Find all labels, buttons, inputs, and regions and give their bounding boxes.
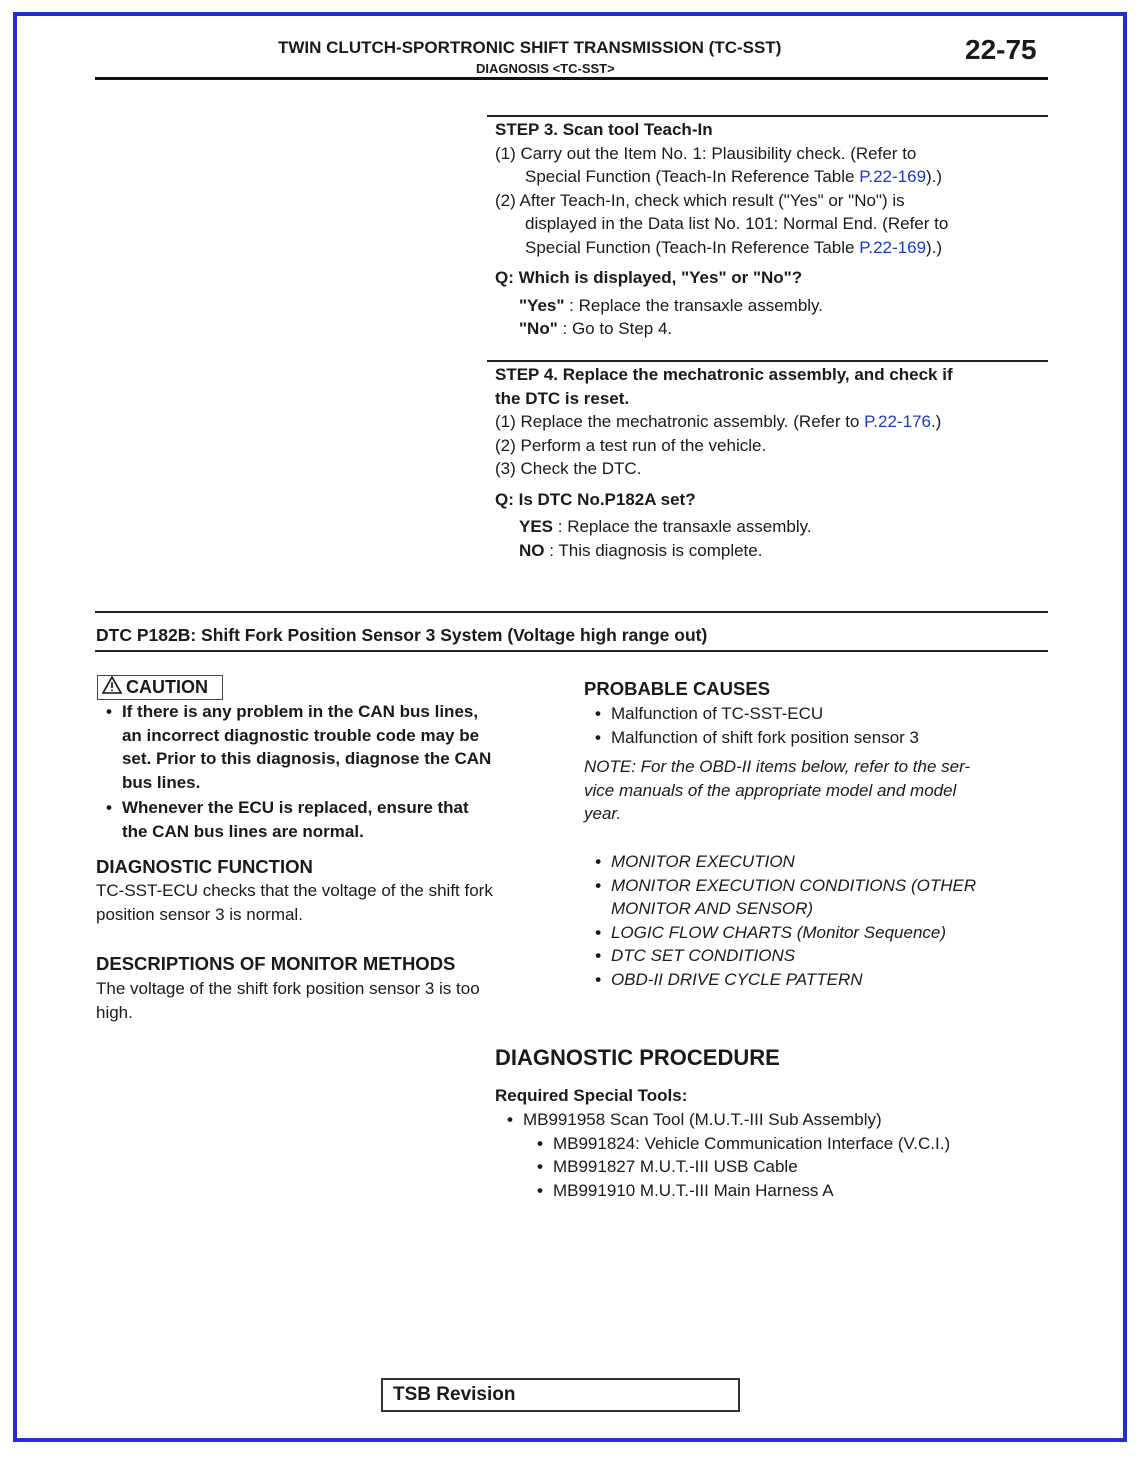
step4-title-line2: the DTC is reset. <box>495 388 630 408</box>
header-title: TWIN CLUTCH-SPORTRONIC SHIFT TRANSMISSION (TC-SST) <box>278 38 782 57</box>
step3-item2-link[interactable]: P.22-169 <box>859 237 927 257</box>
list-item: • Malfunction of TC-SST-ECU <box>595 704 824 723</box>
list-item: • MONITOR EXECUTION <box>595 852 795 871</box>
caution-bullets <box>106 700 491 843</box>
step4-item3: (3) Check the DTC. <box>495 459 642 478</box>
step4-answer-yes: YES : Replace the transaxle assembly. <box>519 517 812 536</box>
monitor-methods-heading: DESCRIPTIONS OF MONITOR METHODS <box>96 953 456 974</box>
monitor-methods-text: The voltage of the shift fork position sensor 3 is too high. <box>96 979 480 1022</box>
dtc-rule-bottom <box>95 650 1048 652</box>
step3-item2-line2: displayed in the Data list No. 101: Normal End. (Refer to <box>525 214 949 233</box>
tools-list <box>507 1108 950 1202</box>
caution-bullet: • If there is any problem in the CAN bus lines, an incorrect diagnostic trouble code may be set. Prior to this diagnosis, diagnose the CAN bus lines. <box>106 702 492 792</box>
step4-title-line1: STEP 4. Replace the mechatronic assembly, and check if <box>495 365 953 384</box>
header-subtitle: DIAGNOSIS <TC-SST> <box>476 61 615 76</box>
list-item: • DTC SET CONDITIONS <box>595 946 796 965</box>
page-number: 22-75 <box>965 34 1037 65</box>
dtc-rule-top <box>95 611 1048 613</box>
diagnostic-function-heading: DIAGNOSTIC FUNCTION <box>96 856 313 877</box>
list-item: • Malfunction of shift fork position sensor 3 <box>595 727 919 747</box>
obd-note: NOTE: For the OBD-II items below, refer to the ser- vice manuals of the appropriate model and model year. <box>584 757 971 823</box>
step3-item1-link[interactable]: P.22-169 <box>859 167 927 186</box>
warning-triangle-icon <box>102 676 122 700</box>
step3-item2-line1: (2) After Teach-In, check which result ("Yes" or "No") is <box>495 190 905 210</box>
step3-title: STEP 3. Scan tool Teach-In <box>495 120 713 139</box>
obd-items-list <box>595 850 976 991</box>
tools-heading: Required Special Tools: <box>495 1086 688 1105</box>
step4-answer-no: NO : This diagnosis is complete. <box>519 540 763 560</box>
dtc-title: DTC P182B: Shift Fork Position Sensor 3 System (Voltage high range out) <box>96 625 708 645</box>
list-item: • MB991910 M.U.T.-III Main Harness A <box>537 1180 834 1200</box>
diagnostic-function-text: TC-SST-ECU checks that the voltage of the shift fork position sensor 3 is normal. <box>96 881 493 924</box>
diagnostic-procedure-heading: DIAGNOSTIC PROCEDURE <box>495 1045 780 1070</box>
list-item: • MB991824: Vehicle Communication Interface (V.C.I.) <box>537 1133 951 1153</box>
step3-answer-no: "No" : Go to Step 4. <box>519 319 673 338</box>
header-rule <box>95 77 1048 80</box>
list-item: • LOGIC FLOW CHARTS (Monitor Sequence) <box>595 922 947 942</box>
step3-item1-line1: (1) Carry out the Item No. 1: Plausibility check. (Refer to <box>495 143 917 163</box>
step4-item1: (1) Replace the mechatronic assembly. (Refer to P.22-176.) <box>495 412 942 431</box>
probable-causes-heading: PROBABLE CAUSES <box>584 678 771 699</box>
tsb-revision-box: TSB Revision <box>381 1378 740 1412</box>
step4-item1-link[interactable]: P.22-176 <box>864 412 931 431</box>
step3-answer-yes: "Yes" : Replace the transaxle assembly. <box>519 295 824 315</box>
step4-block <box>495 363 953 562</box>
caution-label: CAUTION <box>97 675 223 700</box>
probable-causes-list <box>595 702 919 749</box>
list-item: • MONITOR EXECUTION CONDITIONS (OTHER MONITOR AND SENSOR) <box>595 875 977 918</box>
list-item: • OBD-II DRIVE CYCLE PATTERN <box>595 969 863 989</box>
step3-item1-line2: Special Function (Teach-In Reference Table P.22-169).) <box>525 167 943 186</box>
caution-bullet: • Whenever the ECU is replaced, ensure that the CAN bus lines are normal. <box>106 798 469 841</box>
step4-item2: (2) Perform a test run of the vehicle. <box>495 435 767 455</box>
step3-item2-line3: Special Function (Teach-In Reference Table P.22-169).) <box>525 237 943 257</box>
step3-question: Q: Which is displayed, "Yes" or "No"? <box>495 268 803 287</box>
step3-rule <box>487 115 1048 117</box>
step4-rule <box>487 360 1048 362</box>
list-item: • MB991958 Scan Tool (M.U.T.-III Sub Assembly) <box>507 1110 882 1129</box>
list-item: • MB991827 M.U.T.-III USB Cable <box>537 1157 798 1176</box>
step4-question: Q: Is DTC No.P182A set? <box>495 489 696 509</box>
step3-block <box>495 118 948 341</box>
